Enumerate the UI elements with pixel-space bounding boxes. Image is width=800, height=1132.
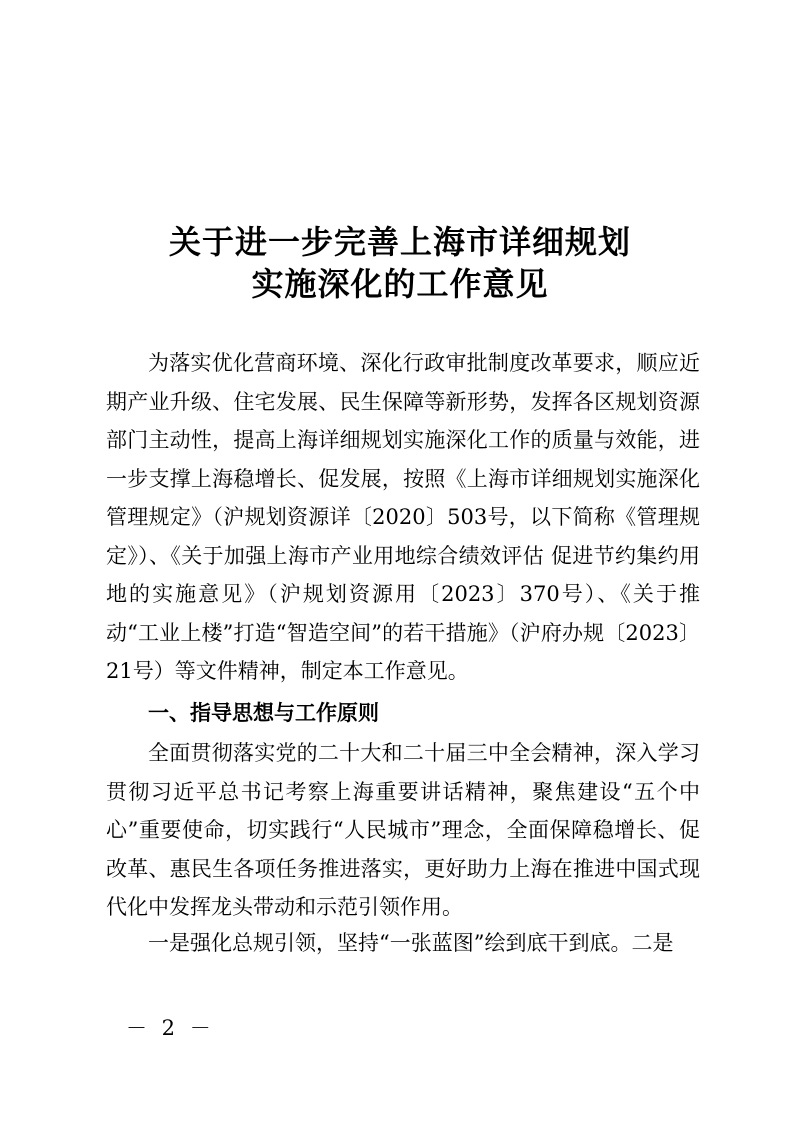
principles-paragraph: 一是强化总规引领，坚持“一张蓝图”绘到底干到底。二是 — [148, 931, 674, 955]
guiding-thought-paragraph: 全面贯彻落实党的二十大和二十届三中全会精神，深入学习贯彻习近平总书记考察上海重要讲话精神，聚焦建设“五个中心”重要使命，切实践行“人民城市”理念，全面保障稳增长、促改革、惠民生各项任务推进落实，更好助力上海在推进中国式现代化中发挥龙头带动和示范引领作用。 — [106, 741, 700, 919]
document-title-line-1: 关于进一步完善上海市详细规划 — [168, 223, 631, 261]
section-heading-guiding-principles: 一、指导思想与工作原则 — [148, 701, 379, 725]
page-number: － 2 － — [126, 1016, 215, 1040]
document-title-line-2: 实施深化的工作意见 — [251, 265, 549, 303]
intro-paragraph: 为落实优化营商环境、深化行政审批制度改革要求，顺应近期产业升级、住宅发展、民生保障等新形势，发挥各区规划资源部门主动性，提高上海详细规划实施深化工作的质量与效能，进一步支撑上海稳增长、促发展，按照《上海市详细规划实施深化管理规定》（沪规划资源详〔2020〕503号，以下简称《管理规定》）、《关于加强上海市产业用地综合绩效评估 促进节约集约用地的实施意见》（沪规划资源用〔2023〕370号）、《关于推动“工业上楼”打造“智造空间”的若干措施》（沪府办规〔2023〕21号）等文件精神，制定本工作意见。 — [106, 351, 700, 683]
